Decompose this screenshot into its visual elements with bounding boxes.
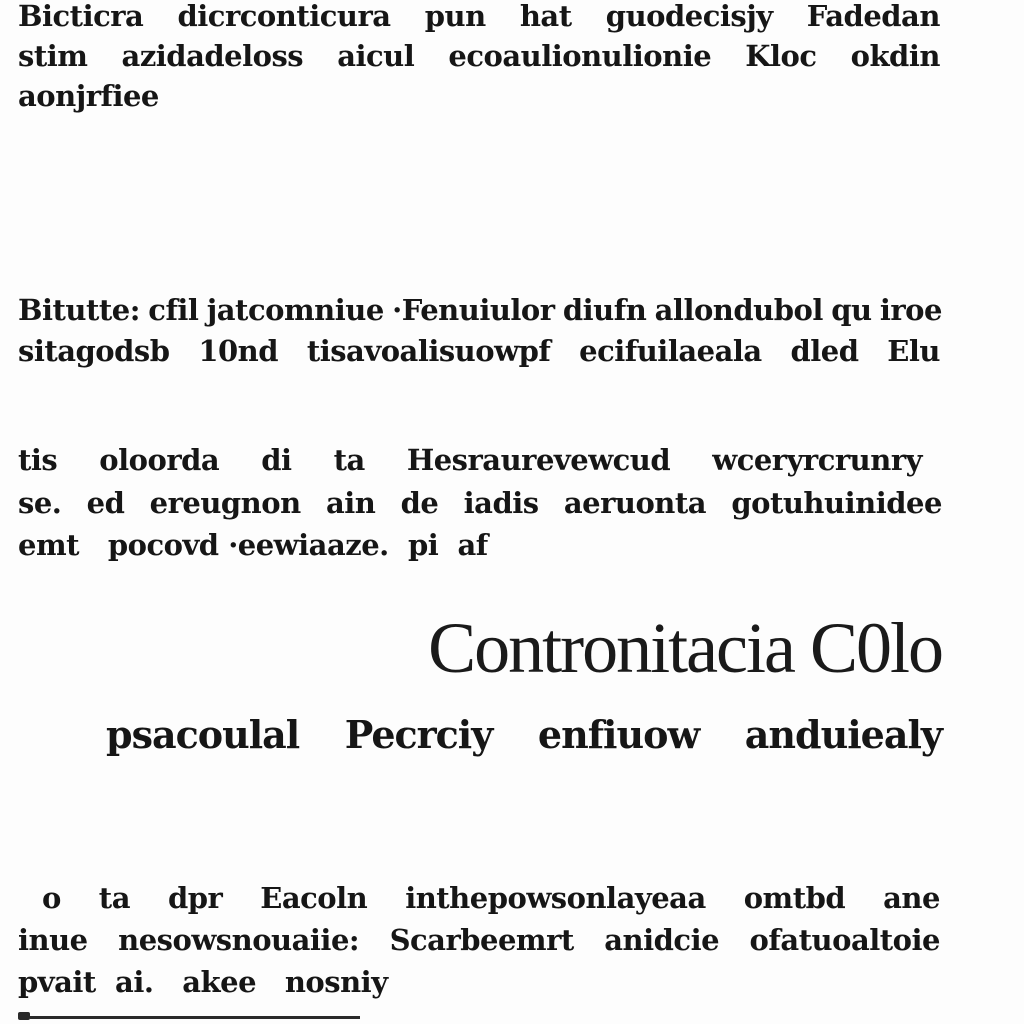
- word: aonjrfiee: [18, 79, 159, 113]
- word: af: [457, 528, 488, 562]
- word: enfiuow: [537, 712, 700, 757]
- word: Bicticra: [18, 0, 144, 33]
- word: inue: [18, 923, 88, 957]
- word: allondubol: [654, 293, 823, 327]
- word: dled: [790, 334, 859, 368]
- word: emt: [18, 528, 80, 562]
- word: stim: [18, 39, 88, 73]
- paragraph-1-line-1: [18, 2, 940, 31]
- paragraph-1-line-2: [18, 39, 940, 73]
- word: Elu: [887, 334, 940, 368]
- word: anduiealy: [744, 712, 942, 757]
- word: 10nd: [198, 334, 279, 368]
- word: nesowsnouaiie:: [118, 923, 360, 957]
- word: de: [400, 486, 439, 520]
- word: qu: [831, 293, 872, 327]
- paragraph-3-line-1: [18, 443, 922, 477]
- word: ta: [333, 443, 365, 477]
- word: Pecrciy: [344, 712, 493, 757]
- word: pocovd: [107, 528, 219, 562]
- paragraph-2-line-1: [18, 293, 942, 327]
- word: pun: [424, 0, 486, 33]
- paragraph-4-line-2: [18, 923, 940, 957]
- word: Kloc: [745, 39, 817, 73]
- word: cfil: [148, 293, 199, 327]
- word: akee: [182, 965, 257, 999]
- word: Eacoln: [260, 881, 368, 915]
- word: ane: [883, 881, 940, 915]
- word: psacoulal: [106, 712, 300, 757]
- word: ecifuilaeala: [579, 334, 762, 368]
- section-heading: Contronitacia C0lo: [428, 608, 942, 688]
- word: tis: [18, 443, 58, 477]
- footer-rule: [30, 1016, 360, 1019]
- word: ·eewiaaze.: [228, 528, 389, 562]
- paragraph-1-line-3: [18, 79, 159, 113]
- word: aeruonta: [563, 486, 707, 520]
- word: sitagodsb: [18, 334, 170, 368]
- word: Bitutte:: [18, 293, 140, 327]
- section-subheading: [106, 712, 942, 757]
- word: ·Fenuiulor: [392, 293, 555, 327]
- word: ain: [325, 486, 376, 520]
- word: o: [42, 881, 61, 915]
- word: okdin: [850, 39, 940, 73]
- word: dicrconticura: [177, 0, 391, 33]
- word: inthepowsonlayeaa: [405, 881, 706, 915]
- word: jatcomniue: [206, 293, 384, 327]
- paragraph-2-line-2: [18, 334, 940, 368]
- word: ta: [98, 881, 130, 915]
- paragraph-4-line-1: [42, 881, 940, 915]
- paragraph-4-line-3: [18, 965, 388, 999]
- word: iroe: [879, 293, 942, 327]
- word: nosniy: [284, 965, 388, 999]
- word: ereugnon: [149, 486, 301, 520]
- word: se.: [18, 486, 62, 520]
- word: wceryrcrunry: [712, 443, 922, 477]
- word: guodecisjy: [605, 0, 773, 33]
- paragraph-3-line-3: [18, 528, 488, 562]
- word: pi: [407, 528, 439, 562]
- word: pvait: [18, 965, 96, 999]
- word: dpr: [167, 881, 223, 915]
- word: Fadedan: [806, 0, 940, 33]
- footer-rule-mark: [18, 1012, 30, 1020]
- word: gotuhuinidee: [731, 486, 942, 520]
- word: ai.: [115, 965, 154, 999]
- word: azidadeloss: [121, 39, 304, 73]
- word: diufn: [562, 293, 647, 327]
- word: Hesraurevewcud: [406, 443, 671, 477]
- word: tisavoalisuowpf: [306, 334, 551, 368]
- word: omtbd: [743, 881, 846, 915]
- paragraph-3-line-2: [18, 486, 942, 520]
- word: aicul: [337, 39, 415, 73]
- word: di: [261, 443, 292, 477]
- word: iadis: [463, 486, 539, 520]
- word: ed: [86, 486, 125, 520]
- word: ofatuoaltoie: [749, 923, 940, 957]
- word: oloorda: [99, 443, 220, 477]
- word: Scarbeemrt: [389, 923, 574, 957]
- word: anidcie: [604, 923, 720, 957]
- word: hat: [519, 0, 572, 33]
- word: ecoaulionulionie: [448, 39, 712, 73]
